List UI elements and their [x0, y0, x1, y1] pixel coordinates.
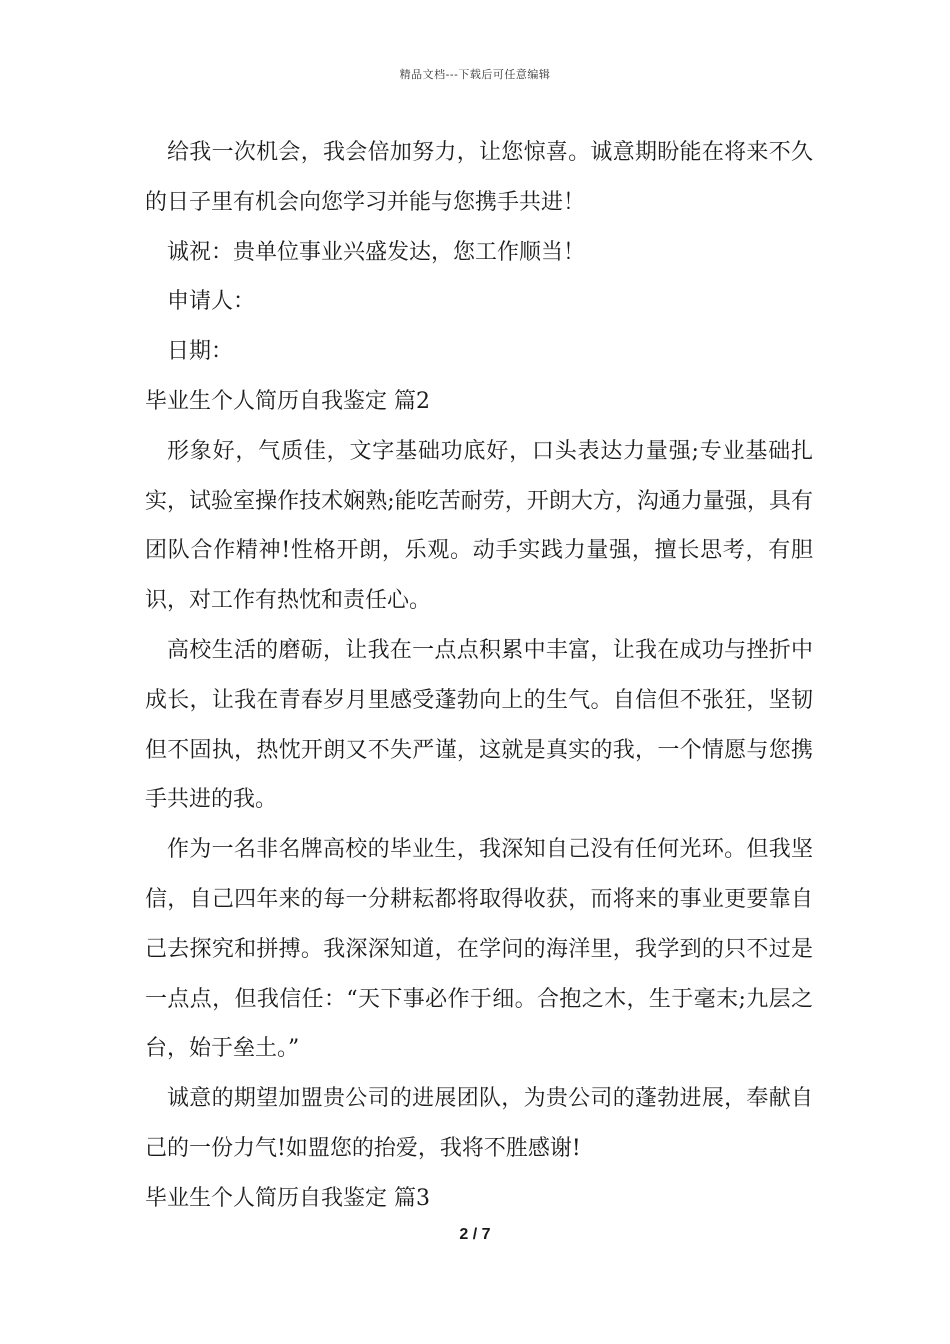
- paragraph-closing: 给我一次机会，我会倍加努力，让您惊喜。诚意期盼能在将来不久的日子里有机会向您学习并能与您携手共进！: [145, 140, 813, 215]
- paragraph-self-assessment: 形象好，气质佳，文字基础功底好，口头表达力量强;专业基础扎实，试验室操作技术娴熟;能吃苦耐劳，开朗大方，沟通力量强，具有团队合作精神!性格开朗，乐观。动手实践力量强，擅长思考，有胆识，对工作有热忱和责任心。: [145, 438, 813, 614]
- section-heading-3: 毕业生个人简历自我鉴定 篇3: [145, 1185, 430, 1211]
- applicant-label: 申请人：: [167, 289, 256, 315]
- page-number: 2 / 7: [459, 1226, 491, 1243]
- paragraph-join: 诚意的期望加盟贵公司的进展团队，为贵公司的蓬勃进展，奉献自己的一份力气!如盟您的抬爱，我将不胜感谢!: [145, 1086, 813, 1161]
- section-heading-2: 毕业生个人简历自我鉴定 篇2: [145, 388, 430, 414]
- paragraph-graduate: 作为一名非名牌高校的毕业生，我深知自己没有任何光环。但我坚信，自己四年来的每一分耕耘都将取得收获，而将来的事业更要靠自己去探究和拼搏。我深深知道，在学问的海洋里，我学到的只不过是一点点，但我信任：“天下事必作于细。合抱之木，生于毫末;九层之台，始于垒土。”: [145, 837, 813, 1062]
- date-label: 日期：: [167, 339, 234, 365]
- paragraph-college-life: 高校生活的磨砺，让我在一点点积累中丰富，让我在成功与挫折中成长，让我在青春岁月里感受蓬勃向上的生气。自信但不张狂，坚韧但不固执，热忱开朗又不失严谨，这就是真实的我，一个情愿与您携手共进的我。: [145, 637, 813, 813]
- page-header: 精品文档---下载后可任意编辑: [399, 68, 551, 81]
- paragraph-wishes: 诚祝：贵单位事业兴盛发达，您工作顺当！: [167, 239, 586, 265]
- document-body: [145, 128, 813, 1224]
